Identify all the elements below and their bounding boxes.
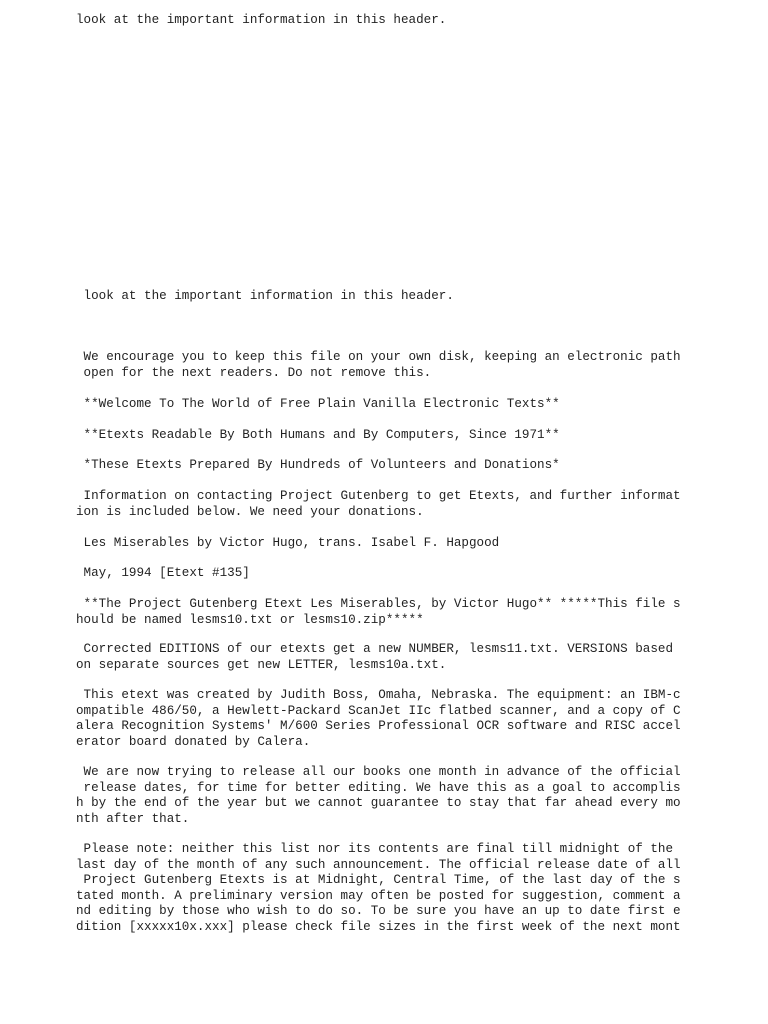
paragraph-created-by: This etext was created by Judith Boss, Omaha, Nebraska. The equipment: an IBM-c ompatible 486/50, a Hewlett-Packard ScanJet IIc flatbed scanner, and a copy of C alera Recognition Systems' M/600 Series Professional OCR software and RISC accel erator board donated by Calera.: [76, 688, 681, 749]
paragraph-contact-info: Information on contacting Project Gutenberg to get Etexts, and further informat ion is included below. We need your donations.: [76, 489, 681, 519]
paragraph-editions: Corrected EDITIONS of our etexts get a new NUMBER, lesms11.txt. VERSIONS based on separate sources get new LETTER, lesms10a.txt.: [76, 642, 674, 672]
paragraph-title: Les Miserables by Victor Hugo, trans. Isabel F. Hapgood: [76, 536, 500, 550]
paragraph-etext-name: **The Project Gutenberg Etext Les Miserables, by Victor Hugo** *****This file s hould be named lesms10.txt or lesms10.zip*****: [76, 597, 681, 627]
paragraph-release-schedule: We are now trying to release all our books one month in advance of the official release dates, for time for better editing. We have this as a goal to accomplis h by the end of the year but we cannot guarantee to stay that far ahead every mo nth after that.: [76, 765, 681, 826]
paragraph-header-repeat: look at the important information in this header.: [76, 289, 454, 303]
paragraph-date: May, 1994 [Etext #135]: [76, 566, 250, 580]
paragraph-volunteers: *These Etexts Prepared By Hundreds of Volunteers and Donations*: [76, 458, 560, 472]
paragraph-welcome: **Welcome To The World of Free Plain Vanilla Electronic Texts**: [76, 397, 560, 411]
paragraph-keep-file: We encourage you to keep this file on your own disk, keeping an electronic path open for the next readers. Do not remove this.: [83, 350, 681, 380]
paragraph-please-note: Please note: neither this list nor its contents are final till midnight of the last day of the month of any such announcement. The official release date of all Project Gutenberg Etexts is at Midnight, Central Time, of the last day of the s tated month. A preliminary version may often be posted for suggestion, comment a nd editing by those who wish to do so. To be sure you have an up to date first e dition [xxxxx10x.xxx] please check file sizes in the first week of the next mont: [76, 842, 681, 934]
paragraph-readable: **Etexts Readable By Both Humans and By Computers, Since 1971**: [76, 428, 560, 442]
header-line: look at the important information in this header.: [76, 13, 447, 27]
